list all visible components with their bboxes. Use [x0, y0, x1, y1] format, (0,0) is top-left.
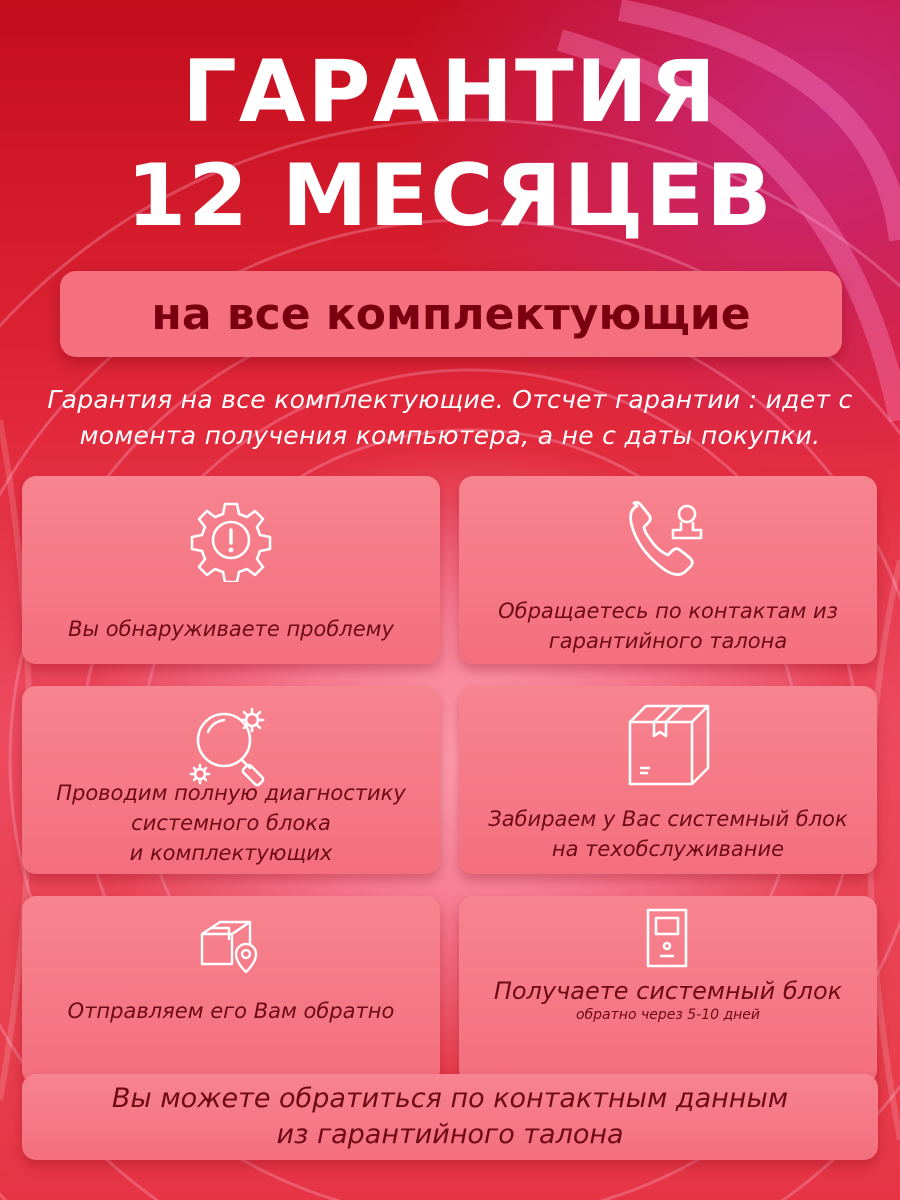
step-line: Проводим полную диагностику [56, 781, 406, 805]
title-line-1: ГАРАНТИЯ [182, 42, 718, 142]
step-card-receive [459, 896, 877, 1084]
footer-line-1: Вы можете обратиться по контактным данным [111, 1083, 789, 1114]
step-text [22, 996, 440, 1026]
pc-tower-icon [642, 908, 694, 970]
step-line: Обращаетесь по контактам из [498, 599, 838, 623]
contact-footer [22, 1074, 878, 1160]
box-icon [626, 702, 710, 786]
step-line: системного блока [131, 811, 331, 835]
step-card-problem [22, 476, 440, 664]
step-text [459, 804, 877, 864]
step-text [22, 778, 440, 868]
step-note: обратно через 5-10 дней [575, 1007, 761, 1023]
step-line: и комплектующих [129, 841, 333, 865]
step-line: Получаете системный блок [493, 977, 843, 1005]
step-card-contact [459, 476, 877, 664]
box-location-icon [198, 912, 264, 978]
step-text [22, 614, 440, 644]
step-text [459, 976, 877, 1024]
step-card-return [22, 896, 440, 1084]
gear-warning-icon [189, 498, 273, 582]
step-line: Вы обнаруживаете проблему [68, 617, 394, 641]
intro-line-2: момента получения компьютера, а не с даты покупки. [79, 421, 821, 450]
step-card-diagnostics [22, 686, 440, 874]
step-text [459, 596, 877, 656]
components-badge-label: на все комплектующие [151, 288, 751, 340]
title-line-2: 12 МЕСЯЦЕВ [126, 146, 774, 246]
intro-line-1: Гарантия на все комплектующие. Отсчет гарантии : идет с [47, 385, 853, 414]
step-line: гарантийного талона [548, 629, 788, 653]
step-line: Забираем у Вас системный блок [488, 807, 848, 831]
intro-text [0, 382, 900, 454]
step-card-pickup [459, 686, 877, 874]
footer-line-2: из гарантийного талона [276, 1119, 624, 1150]
components-badge [60, 271, 842, 357]
magnifier-gears-icon [186, 704, 276, 788]
step-line: Отправляем его Вам обратно [67, 999, 395, 1023]
phone-contact-icon [623, 498, 713, 582]
step-line: на техобслуживание [551, 837, 785, 861]
page-title [0, 40, 900, 248]
